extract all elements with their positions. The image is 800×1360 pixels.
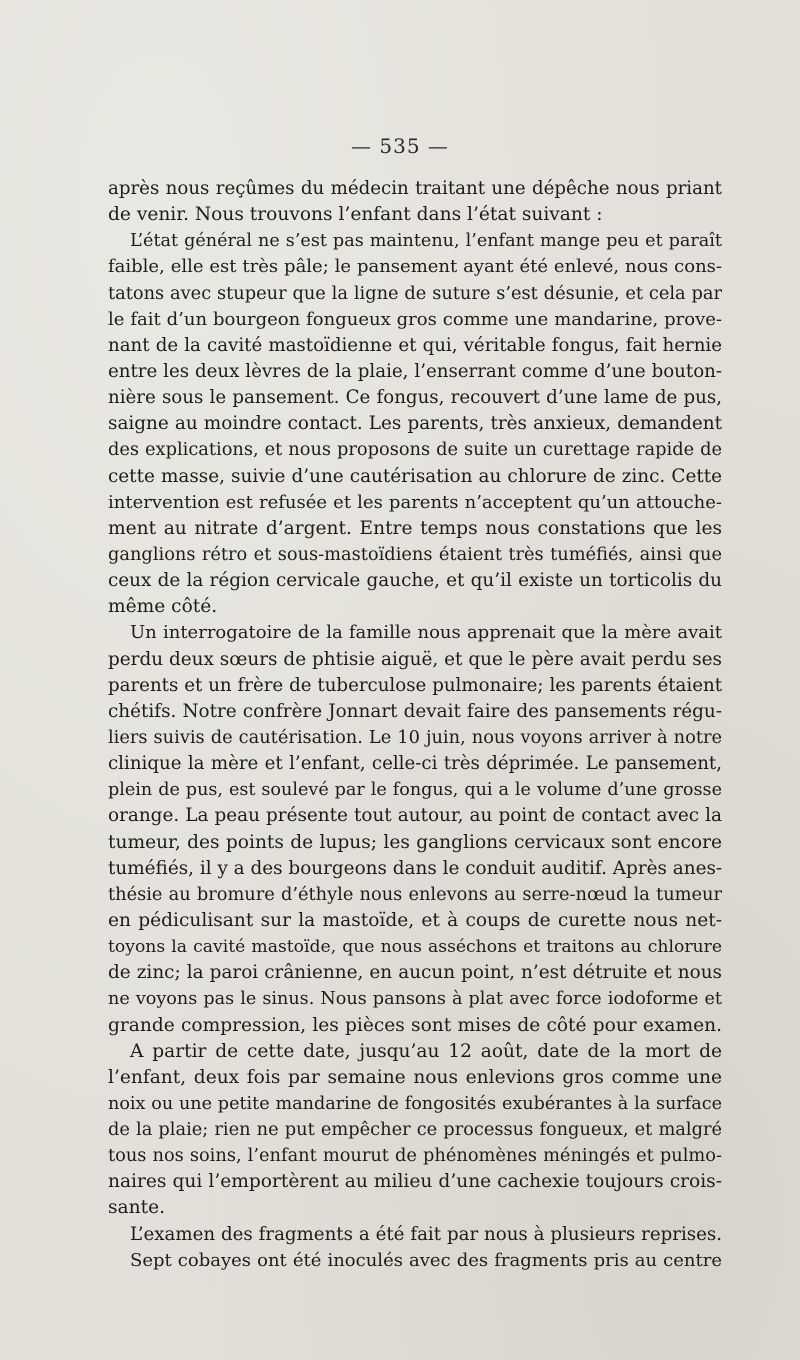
text-line: tumeur, des points de lupus; les ganglions cervicaux sont encore	[108, 831, 722, 853]
text-line: même côté.	[108, 596, 218, 618]
text-line: A partir de cette date, jusqu’au 12 août, date de la mort de	[130, 1040, 722, 1062]
text-line: sante.	[108, 1197, 165, 1219]
text-line: ceux de la région cervicale gauche, et qu’il existe un torticolis du	[108, 570, 722, 592]
text-line: de venir. Nous trouvons l’enfant dans l’état suivant :	[108, 204, 603, 226]
text-line: saigne au moindre contact. Les parents, très anxieux, demandent	[108, 413, 722, 435]
text-line: liers suivis de cautérisation. Le 10 juin, nous voyons arriver à notre	[108, 726, 722, 748]
text-line: l’enfant, deux fois par semaine nous enlevions gros comme une	[108, 1066, 722, 1088]
text-line: chétifs. Notre confrère Jonnart devait faire des pansements régu-	[108, 700, 722, 722]
text-line: nant de la cavité mastoïdienne et qui, véritable fongus, fait hernie	[108, 334, 722, 356]
text-line: clinique la mère et l’enfant, celle-ci très déprimée. Le pansement,	[108, 753, 722, 775]
text-line: ment au nitrate d’argent. Entre temps nous constations que les	[108, 517, 722, 539]
text-line: plein de pus, est soulevé par le fongus, qui a le volume d’une grosse	[108, 780, 722, 801]
text-line: L’examen des fragments a été fait par nous à plusieurs reprises.	[130, 1223, 722, 1245]
text-line: nière sous le pansement. Ce fongus, recouvert d’une lame de pus,	[108, 387, 722, 409]
text-line: Sept cobayes ont été inoculés avec des fragments pris au centre	[130, 1249, 722, 1271]
text-line: en pédiculisant sur la mastoïde, et à coups de curette nous net-	[108, 909, 722, 931]
text-line: thésie au bromure d’éthyle nous enlevons au serre-nœud la tumeur	[108, 883, 722, 905]
text-line: faible, elle est très pâle; le pansement ayant été enlevé, nous cons-	[108, 256, 722, 278]
text-line: noix ou une petite mandarine de fongosités exubérantes à la surface	[108, 1093, 722, 1114]
text-line: des explications, et nous proposons de suite un curettage rapide de	[108, 439, 722, 461]
text-line: de la plaie; rien ne put empêcher ce processus fongueux, et malgré	[108, 1119, 722, 1141]
text-line: ganglions rétro et sous-mastoïdiens étaient très tuméfiés, ainsi que	[108, 543, 722, 565]
text-line: Un interrogatoire de la famille nous apprenait que la mère avait	[130, 622, 722, 644]
text-line: tatons avec stupeur que la ligne de suture s’est désunie, et cela par	[108, 282, 722, 304]
text-line: naires qui l’emportèrent au milieu d’une cachexie toujours crois-	[108, 1171, 722, 1193]
text-line: L’état général ne s’est pas maintenu, l’enfant mange peu et paraît	[130, 231, 722, 252]
text-line: grande compression, les pièces sont mises de côté pour examen.	[108, 1014, 722, 1036]
text-line: intervention est refusée et les parents n’acceptent qu’un attouche-	[108, 491, 722, 513]
text-line: tuméfiés, il y a des bourgeons dans le conduit auditif. Après anes-	[108, 857, 722, 879]
text-line: ne voyons pas le sinus. Nous pansons à plat avec force iodoforme et	[108, 989, 722, 1010]
text-line: parents et un frère de tuberculose pulmonaire; les parents étaient	[108, 674, 722, 696]
text-line: orange. La peau présente tout autour, au point de contact avec la	[108, 805, 722, 827]
text-line: entre les deux lèvres de la plaie, l’enserrant comme d’une bouton-	[108, 360, 722, 382]
text-line: après nous reçûmes du médecin traitant une dépêche nous priant	[108, 178, 722, 199]
page-number: — 535 —	[351, 134, 449, 158]
body-text	[108, 176, 722, 1274]
text-line: de zinc; la paroi crânienne, en aucun point, n’est détruite et nous	[108, 962, 722, 984]
text-line: le fait d’un bourgeon fongueux gros comme une mandarine, prove-	[108, 308, 722, 330]
text-line: perdu deux sœurs de phtisie aiguë, et que le père avait perdu ses	[108, 648, 722, 670]
text-line: toyons la cavité mastoïde, que nous asséchons et traitons au chlorure	[108, 937, 722, 958]
text-line: tous nos soins, l’enfant mourut de phénomènes méningés et pulmo-	[108, 1145, 722, 1167]
text-line: cette masse, suivie d’une cautérisation au chlorure de zinc. Cette	[108, 465, 722, 487]
